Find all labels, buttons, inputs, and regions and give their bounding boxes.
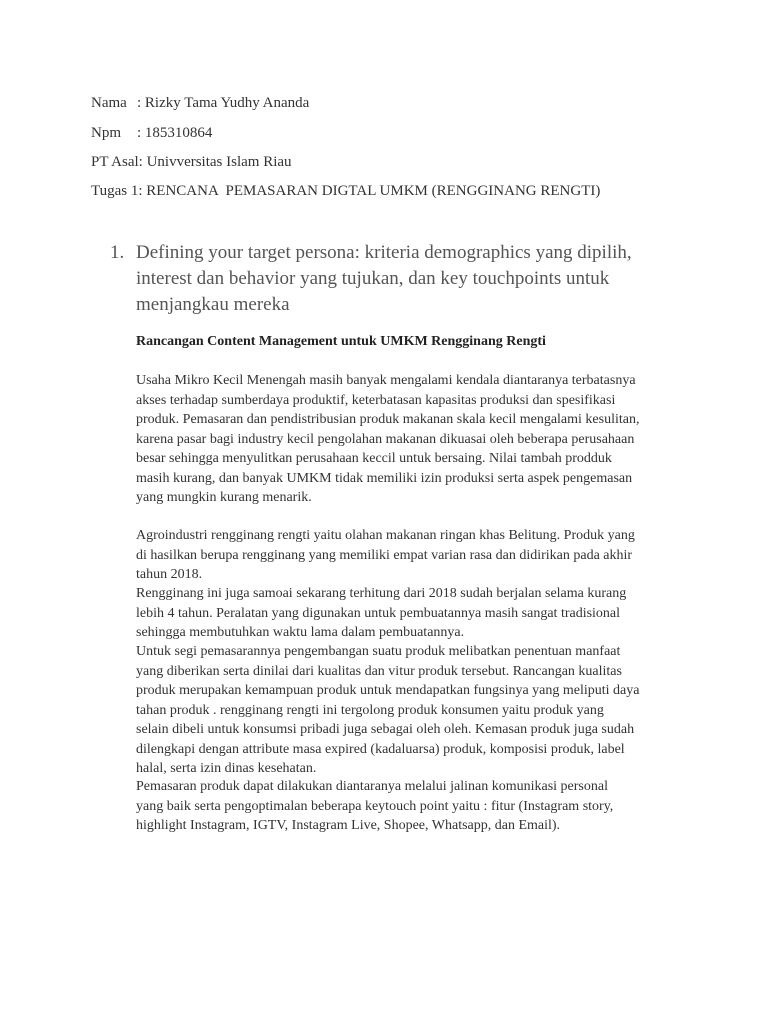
- paragraph-pemasaran: [136, 642, 696, 779]
- paragraph-intro: [136, 371, 696, 508]
- paragraph-line: produk merupakan kemampuan produk untuk mendapatkan fungsinya yang meliputi daya: [136, 683, 640, 698]
- npm-line: [91, 124, 212, 142]
- heading-line: interest dan behavior yang tujukan, dan key touchpoints untuk: [136, 268, 610, 289]
- paragraph-line: highlight Instagram, IGTV, Instagram Live, Shopee, Whatsapp, dan Email).: [136, 818, 561, 833]
- paragraph-line: masih kurang, dan banyak UMKM tidak memiliki izin produksi serta aspek pengemasan: [136, 470, 633, 486]
- paragraph-line: sehingga membutuhkan waktu lama dalam pembuatannya.: [136, 625, 465, 640]
- paragraph-line: di hasilkan berupa rengginang yang memiliki empat varian rasa dan didirikan pada akhir: [136, 547, 633, 563]
- paragraph-line: Usaha Mikro Kecil Menengah masih banyak mengalami kendala diantaranya terbatasnya: [136, 373, 636, 388]
- name-label: Nama: [91, 95, 127, 111]
- heading-line: menjangkau mereka: [136, 294, 290, 315]
- paragraph-line: karena pasar bagi industry kecil pengolahan makanan dikuasai oleh beberapa perusahaan: [136, 431, 635, 447]
- paragraph-line: yang baik serta pengoptimalan beberapa keytouch point yaitu : fitur (Instagram story,: [136, 798, 614, 814]
- paragraph-line: produk. Pemasaran dan pendistribusian produk makanan skala kecil mengalami kesulitan,: [136, 412, 640, 427]
- paragraph-line: Untuk segi pemasarannya pengembangan suatu produk melibatkan penentuan manfaat: [136, 644, 621, 659]
- paragraph-line: yang diberikan serta dinilai dari kualitas dan vitur produk tersebut. Rancangan kualitas: [136, 663, 622, 679]
- npm-value: : 185310864: [137, 125, 213, 141]
- paragraph-line: tahun 2018.: [136, 567, 203, 582]
- paragraph-line: tahan produk . rengginang rengti ini tergolong produk konsumen yaitu produk yang: [136, 702, 604, 718]
- paragraph-line: lebih 4 tahun. Peralatan yang digunakan untuk pembuatannya masih sangat tradisional: [136, 605, 621, 621]
- paragraph-line: halal, serta izin dinas kesehatan.: [136, 761, 317, 776]
- section-number: 1.: [110, 242, 125, 263]
- paragraph-line: akses terhadap sumberdaya produktif, keterbatasan kapasitas produksi dan spesifikasi: [136, 392, 616, 408]
- paragraph-line: Pemasaran produk dapat dilakukan diantaranya melalui jalinan komunikasi personal: [136, 779, 608, 794]
- npm-label: Npm: [91, 125, 121, 141]
- university-line: PT Asal: Univversitas Islam Riau: [91, 154, 292, 170]
- section-subtitle: Rancangan Content Management untuk UMKM Rengginang Rengti: [136, 334, 546, 349]
- paragraph-line: Agroindustri rengginang rengti yaitu olahan makanan ringan khas Belitung. Produk yang: [136, 528, 635, 543]
- paragraph-rengginang: [136, 584, 696, 643]
- paragraph-line: besar sehingga menyulitkan perusahaan keccil untuk bersaing. Nilai tambah prodduk: [136, 451, 612, 466]
- paragraph-line: dilengkapi dengan attribute masa expired (kadaluarsa) produk, komposisi produk, label: [136, 741, 625, 757]
- paragraph-line: Rengginang ini juga samoai sekarang terhitung dari 2018 sudah berjalan selama kurang: [136, 586, 627, 601]
- name-value: : Rizky Tama Yudhy Ananda: [137, 95, 310, 111]
- paragraph-agroindustri: [136, 526, 696, 585]
- heading-line: Defining your target persona: kriteria demographics yang dipilih,: [136, 242, 632, 263]
- paragraph-touchpoints: [136, 777, 696, 836]
- assignment-line: Tugas 1: RENCANA PEMASARAN DIGTAL UMKM (RENGGINANG RENGTI): [91, 183, 601, 199]
- section-heading-text: [136, 240, 656, 318]
- paragraph-line: selain dibeli untuk konsumsi pribadi juga sebagai oleh oleh. Kemasan produk juga sudah: [136, 722, 635, 737]
- name-line: [91, 94, 309, 112]
- paragraph-line: yang mungkin kurang menarik.: [136, 490, 312, 505]
